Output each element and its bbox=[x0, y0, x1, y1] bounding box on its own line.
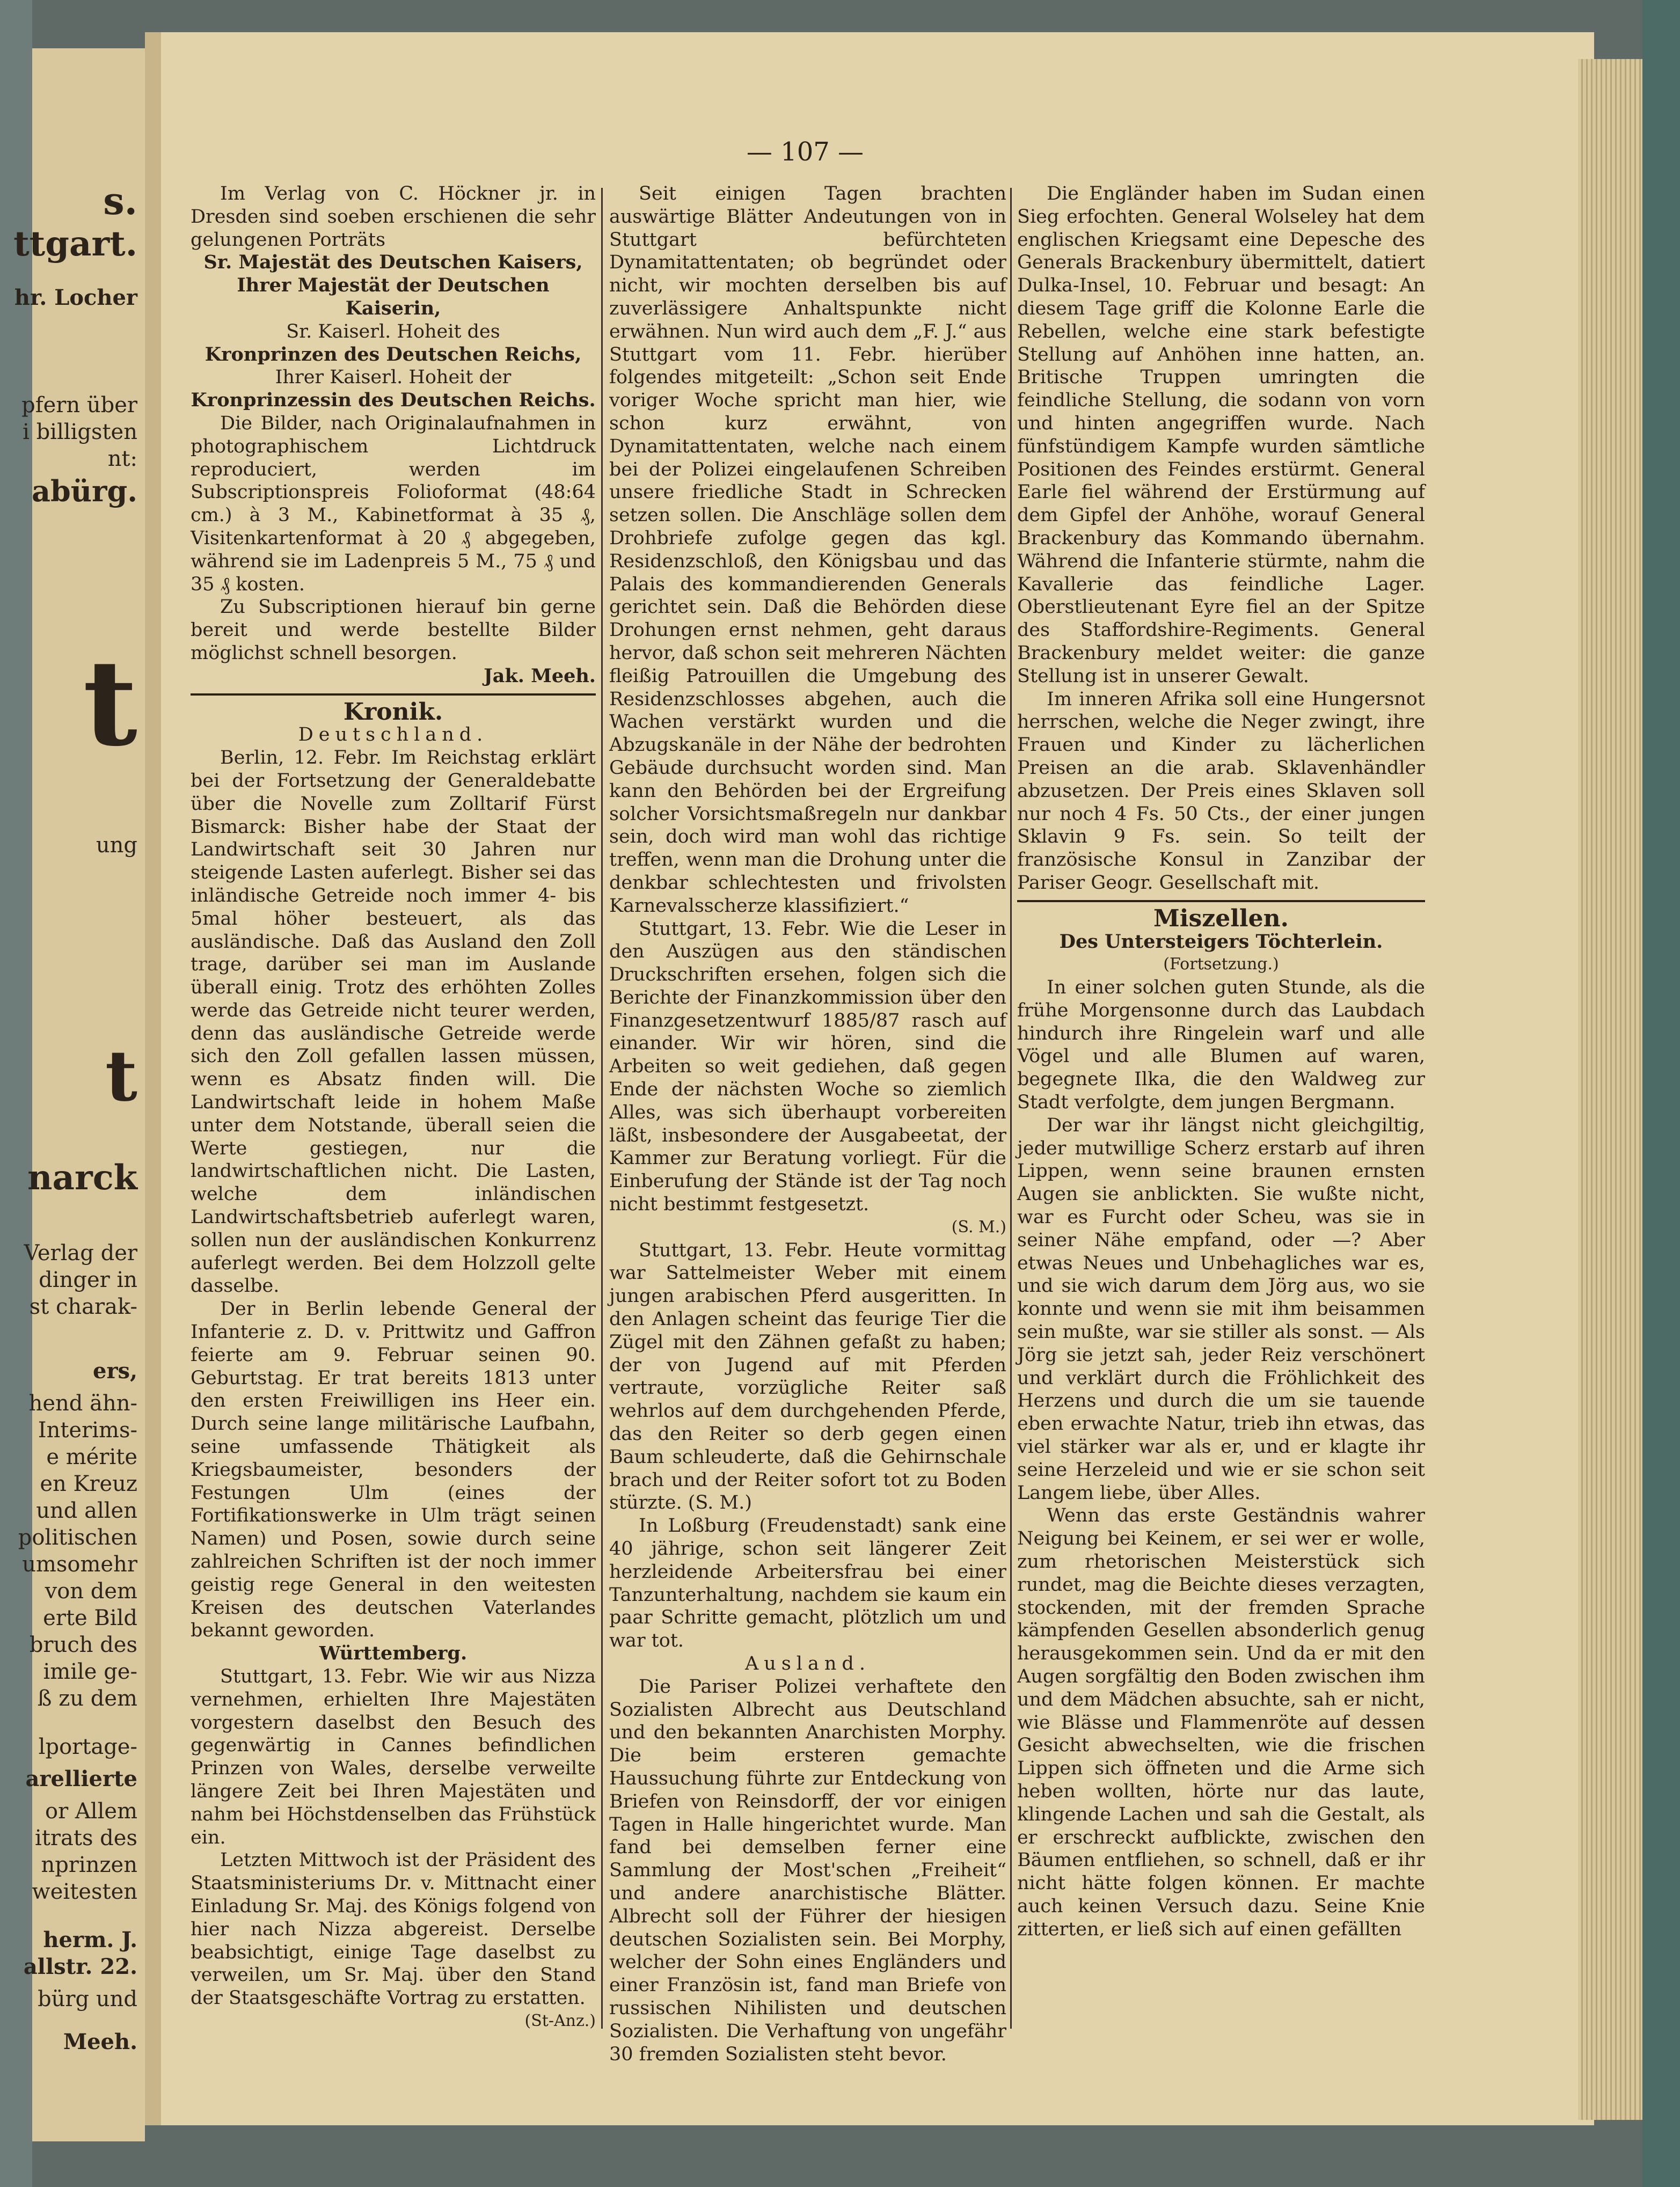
advertisement-body: Zu Subscriptionen hierauf bin gerne bereit und werde bestellte Bilder möglichst schnell besorgen. bbox=[191, 596, 596, 664]
prev-text: allstr. 22. bbox=[23, 1954, 137, 1979]
prev-text: s. bbox=[103, 179, 137, 223]
section-rule bbox=[1017, 900, 1425, 902]
prev-text: imile ge- bbox=[43, 1659, 137, 1684]
article-source: (St-Anz.) bbox=[524, 2011, 596, 2030]
article-paragraph: Letzten Mittwoch ist der Präsident des Staatsministeriums Dr. v. Mittnacht einer Einladung Sr. Maj. des Königs folgend von hier nach Nizza abgereist. Derselbe beabsichtigt, einige Tage daselbst zu verweilen, um Sr. Maj. über den Stand der Staatsgeschäfte Vortrag zu erstatten. bbox=[191, 1849, 596, 2009]
column-divider bbox=[1010, 188, 1012, 2029]
article-paragraph: Stuttgart, 13. Febr. Wie wir aus Nizza vernehmen, erhielten Ihre Majestäten vorgestern daselbst den Besuch des gegenwärtig in Cannes befindlichen Prinzen von Wales, derselbe verweilte längere Zeit bei Ihren Majestäten und nahm bei Höchstdenselben das Frühstück ein. bbox=[191, 1666, 596, 1848]
prev-text: politischen bbox=[18, 1525, 137, 1550]
story-paragraph: In einer solchen guten Stunde, als die frühe Morgensonne durch das Laubdach hindurch ihre Ringelein warf und alle Vögel und alle Blumen auf waren, begegnete Ilka, die den Waldweg zur Stadt verfolgte, dem jungen Bergmann. bbox=[1017, 977, 1425, 1114]
subsection-heading-ausland: Ausland. bbox=[745, 1653, 871, 1674]
ad-portrait-title: Ihrer Majestät der Deutschen Kaiserin, bbox=[237, 274, 550, 319]
prev-text: und allen bbox=[36, 1498, 137, 1523]
prev-text: weitesten bbox=[32, 1879, 137, 1904]
article-paragraph: Im inneren Afrika soll eine Hungersnot herrschen, welche die Neger zwingt, ihre Frauen und Kinder zu lächerlichen Preisen an die arab. Sklavenhändler abzusetzen. Der Preis eines Sklaven soll nur noch 4 Fs. 50 Cts., der einer jungen Sklavin 9 Fs. sein. So teilt der französische Konsul in Zanzibar der Pariser Geogr. Gesellschaft mit. bbox=[1017, 688, 1425, 894]
article-paragraph: Der in Berlin lebende General der Infanterie z. D. v. Prittwitz und Gaffron feierte am 9. Februar seinen 90. Geburtstag. Er trat bereits 1813 unter den ersten Freiwilligen ins Heer ein. Durch seine lange militärische Laufbahn, seine umfassende Thätigkeit als Kriegsbaumeister, besonders der Festungen Ulm (eines der Fortifikationswerke in Ulm trägt seinen Namen) und Posen, sowie durch seine zahlreichen Schriften ist der noch immer geistig rege General in den weitesten Kreisen des deutschen Vaterlandes bekannt geworden. bbox=[191, 1298, 596, 1642]
prev-text: st charak- bbox=[29, 1294, 137, 1319]
story-paragraph: Wenn das erste Geständnis wahrer Neigung bei Keinem, er sei wer er wolle, zum rhetorischen Meisterstück sich rundet, mag die Beichte dieses verzagten, stockenden, mit der fremden Sprache kämpfenden Gesellen absonderlich genug herausgekommen sein. Und da er mit den Augen sorgfältig den Boden zwischen ihm und dem Mädchen absuchte, sah er nicht, wie Blässe und Flammenröte auf dessen Gesicht abwechselten, wie die frischen Lippen sich öffneten und die Arme sich heben wollten, hörte nur das laute, klingende Lachen und sah die Gestalt, als er erschreckt aufblickte, zwischen den Bäumen entfliehen, so schnell, daß er ihr nicht hätte folgen können. Er machte auch keinen Versuch dazu. Seine Knie zitterten, er ließ sich auf einen gefällten bbox=[1017, 1505, 1425, 1940]
prev-text: nprinzen bbox=[41, 1853, 137, 1877]
prev-text: i billigsten bbox=[23, 420, 137, 444]
ad-portrait-title: Ihrer Kaiserl. Hoheit der bbox=[275, 367, 512, 389]
prev-text: Meeh. bbox=[63, 2029, 137, 2054]
prev-text: ung bbox=[96, 833, 137, 858]
advertisement-intro: Im Verlag von C. Höckner jr. in Dresden sind soeben erschienen die sehr gelungenen Porträts bbox=[191, 183, 596, 251]
previous-page-fragment bbox=[13, 48, 145, 2141]
ad-portrait-title: Sr. Kaiserl. Hoheit des bbox=[286, 320, 500, 342]
prev-text: nt: bbox=[107, 447, 137, 471]
story-subtitle: (Fortsetzung.) bbox=[1163, 955, 1279, 974]
prev-text: herm. J. bbox=[43, 1927, 137, 1952]
ad-portrait-title: Kronprinzessin des Deutschen Reichs. bbox=[191, 389, 596, 412]
prev-text: hend ähn- bbox=[28, 1391, 137, 1416]
story-title: Des Untersteigers Töchterlein. bbox=[1059, 930, 1383, 953]
prev-text: bruch des bbox=[29, 1633, 137, 1657]
prev-text: lportage- bbox=[38, 1735, 137, 1759]
advertisement-signature: Jak. Meeh. bbox=[484, 664, 596, 687]
section-heading-kronik: Kronik. bbox=[343, 698, 443, 726]
prev-text: pfern über bbox=[21, 393, 137, 418]
prev-text: narck bbox=[27, 1158, 137, 1198]
prev-text: or Allem bbox=[45, 1799, 137, 1824]
ad-portrait-title: Kronprinzen des Deutschen Reichs, bbox=[204, 343, 582, 365]
prev-text: t bbox=[83, 633, 137, 772]
section-heading-miszellen: Miszellen. bbox=[1153, 904, 1289, 932]
article-paragraph: Stuttgart, 13. Febr. Heute vormittag war Sattelmeister Weber mit einem jungen arabischen Pferd ausgeritten. In den Anlagen scheint das feurige Tier die Zügel mit den Zähnen gefaßt zu haben; der von Jugend auf mit Pferden vertraute, vorzügliche Reiter saß wehrlos auf dem durchgehenden Pferde, das den Reiter so derb gegen einen Baum schleuderte, daß die Gehirnschale brach und der Reiter sofort tot zu Boden stürzte. (S. M.) bbox=[609, 1239, 1006, 1514]
column-3 bbox=[1017, 182, 1425, 2029]
prev-text: Verlag der bbox=[24, 1241, 137, 1266]
prev-text: ß zu dem bbox=[37, 1686, 137, 1711]
prev-text: arellierte bbox=[25, 1766, 137, 1791]
article-paragraph: Die Engländer haben im Sudan einen Sieg erfochten. General Wolseley hat dem englischen Kriegsamt eine Depesche des Generals Brackenbury übermittelt, datiert Dulka-Insel, 10. Februar und besagt: An diesem Tage griff die Kolonne Earle die Rebellen, welche eine stark befestigte Stellung auf Anhöhen inne hatten, an. Britische Truppen umringten die feindliche Stellung, die sodann von vorn und hinten angegriffen wurde. Nach fünfstündigem Kampfe wurden sämtliche Positionen des Feindes erstürmt. General Earle fiel während der Erstürmung auf dem Gipfel der Anhöhe, worauf General Brackenbury das Kommando übernahm. Während die Infanterie stürmte, nahm die Kavallerie das feindliche Lager. Oberstlieutenant Eyre fiel an der Spitze des Staffordshire-Regiments. General Brackenbury meldet weiter: die ganze Stellung ist in unserer Gewalt. bbox=[1017, 183, 1425, 687]
prev-text: abürg. bbox=[31, 474, 137, 508]
article-paragraph: Seit einigen Tagen brachten auswärtige Blätter Andeutungen von in Stuttgart befürchteten Dynamitattentaten; ob begründet oder nicht, wir mochten derselben bis auf zuverlässigere Anhaltspunkte nicht erwähnen. Nun wird auch dem „F. J.“ aus Stuttgart vom 11. Febr. hierüber folgendes mitgeteilt: „Schon seit Ende voriger Woche spricht man hier, wie schon kurz erwähnt, von Dynamitattentaten, welche nach einem bei der Polizei eingelaufenen Schreiben unsere friedliche Stadt in Schrecken setzen sollen. Die Anschläge sollen dem Drohbriefe zufolge gegen das kgl. Residenzschloß, den Königsbau und das Palais des kommandierenden Generals gerichtet sein. Daß die Behörden diese Drohungen ernst nehmen, geht daraus hervor, daß schon seit mehreren Nächten fleißig Patrouillen die Umgebung des Residenzschlosses abgehen, auch die Wachen verstärkt wurden und die Abzugskanäle in der Nähe der bedrohten Gebäude durchsucht worden sind. Man kann den Behörden bei der Ergreifung solcher Vorsichtsmaßregeln nur dankbar sein, doch wird man wohl das richtige treffen, wenn man die Drohung unter die denkbar schlechtesten und frivolsten Karnevalsscherze klassifiziert.“ bbox=[609, 183, 1006, 917]
prev-text: bürg und bbox=[38, 1987, 137, 2012]
column-1 bbox=[191, 182, 596, 2030]
prev-text: ers, bbox=[93, 1358, 137, 1384]
prev-text: ttgart. bbox=[13, 224, 137, 264]
prev-text: erte Bild bbox=[43, 1606, 137, 1630]
prev-text: dinger in bbox=[39, 1268, 137, 1292]
article-paragraph: Stuttgart, 13. Febr. Wie die Leser in den Auszügen aus den ständischen Druckschriften ersehen, folgen sich die Berichte der Finanzkommission über den Finanzgesetzentwurf 1885/87 rasch auf einander. Wir wir hören, sind die Arbeiten so weit gediehen, daß gegen Ende der nächsten Woche so ziemlich Alles, was sich überhaupt vorbereiten läßt, insbesondere der Ausgabeetat, der Kammer zur Beratung vorliegt. Für die Einberufung der Stände ist der Tag noch nicht bestimmt festgesetzt. bbox=[609, 918, 1006, 1216]
article-paragraph: In Loßburg (Freudenstadt) sank eine 40 jährige, schon seit längerer Zeit herzleidende Arbeitersfrau bei einer Tanzunterhaltung, nachdem sie kaum ein paar Schritte gemacht, plötzlich um und war tot. bbox=[609, 1515, 1006, 1652]
prev-text: Interims- bbox=[38, 1418, 137, 1443]
book-cover bbox=[0, 0, 32, 2187]
book-spine bbox=[1642, 0, 1680, 2187]
prev-text: hr. Locher bbox=[14, 285, 137, 310]
column-divider bbox=[601, 188, 603, 2029]
subsection-heading-wuerttemberg: Württemberg. bbox=[319, 1642, 468, 1665]
column-2 bbox=[609, 182, 1006, 2065]
article-source: (S. M.) bbox=[951, 1217, 1006, 1237]
article-paragraph: Die Pariser Polizei verhaftete den Sozialisten Albrecht aus Deutschland und den bekannten Anarchisten Morphy. Die beim ersteren gemachte Haussuchung führte zur Entdeckung von Briefen von Reinsdorff, der vor einigen Tagen in Halle hingerichtet wurde. Man fand bei demselben ferner eine Sammlung der Most'schen „Freiheit“ und andere anarchistische Blätter. Albrecht soll der Führer der hiesigen deutschen Sozialisten sein. Bei Morphy, welcher der Sohn eines Engländers und einer Französin ist, fand man Briefe von russischen Nihilisten und deutschen Sozialisten. Die Verhaftung von ungefähr 30 fremden Sozialisten steht bevor. bbox=[609, 1676, 1006, 2065]
article-paragraph: Berlin, 12. Febr. Im Reichstag erklärt bei der Fortsetzung der Generaldebatte über die Novelle zum Zolltarif Fürst Bismarck: Bisher habe der Staat der Landwirtschaft seit 30 Jahren nur steigende Lasten auferlegt. Bisher sei das inländische Getreide noch immer 4- bis 5mal höher besteuert, als das ausländische. Daß das Ausland den Zoll trage, darüber sei man im Auslande überall einig. Trotz des erhöhten Zolles werde das Getreide nicht teurer werden, denn das ausländische Getreide werde sich den Zoll gefallen lassen müssen, wenn es Absatz finden will. Die Landwirtschaft leide in hohem Maße unter dem Notstande, überall seien die Werte gestiegen, nur die landwirtschaftlichen nicht. Die Lasten, welche dem inländischen Landwirtschaftsbetrieb auferlegt waren, sollen nun der ausländischen Konkurrenz auferlegt werden. Bei dem Holzzoll gelte dasselbe. bbox=[191, 747, 596, 1297]
section-rule bbox=[191, 693, 596, 696]
prev-text: umsomehr bbox=[22, 1552, 137, 1577]
prev-text: e mérite bbox=[46, 1445, 137, 1469]
subsection-heading-deutschland: Deutschland. bbox=[298, 724, 488, 746]
page-number: — 107 — bbox=[746, 137, 864, 167]
ad-portrait-title: Sr. Majestät des Deutschen Kaisers, bbox=[203, 251, 583, 274]
prev-text: t bbox=[105, 1035, 137, 1117]
story-paragraph: Der war ihr längst nicht gleichgiltig, jeder mutwillige Scherz erstarb auf ihren Lippen, wenn seine braunen ernsten Augen sie anblickten. Sie wußte nicht, war es Furcht oder Scheu, was sie in seiner Nähe empfand, oder —? Aber etwas Neues und Unbehagliches war es, und sie wich darum dem Jörg aus, wo sie konnte und wenn sie mit ihm beisammen sein mußte, war sie stiller als sonst. — Als Jörg sie jetzt sah, jeder Reiz verschönert und verklärt durch die Fröhlichkeit des Herzens und durch die um sie tauende eben erwachte Natur, trieb ihn etwas, das viel stärker war als er, und er klagte ihr seine Herzeleid und wie er sie schon seit Langem liebe, über Alles. bbox=[1017, 1114, 1425, 1504]
prev-text: en Kreuz bbox=[40, 1472, 137, 1496]
prev-text: itrats des bbox=[35, 1826, 137, 1850]
prev-text: von dem bbox=[45, 1579, 137, 1604]
gutter-shadow bbox=[145, 32, 161, 2125]
advertisement-body: Die Bilder, nach Originalaufnahmen in photographischem Lichtdruck reproduciert, werden im Subscriptionspreis Folioformat (48:64 cm.) à 3 M., Kabinetformat à 35 ₰, Visitenkartenformat à 20 ₰ abgegeben, während sie im Ladenpreis 5 M., 75 ₰ und 35 ₰ kosten. bbox=[191, 412, 596, 595]
page-edges bbox=[1578, 59, 1642, 2120]
